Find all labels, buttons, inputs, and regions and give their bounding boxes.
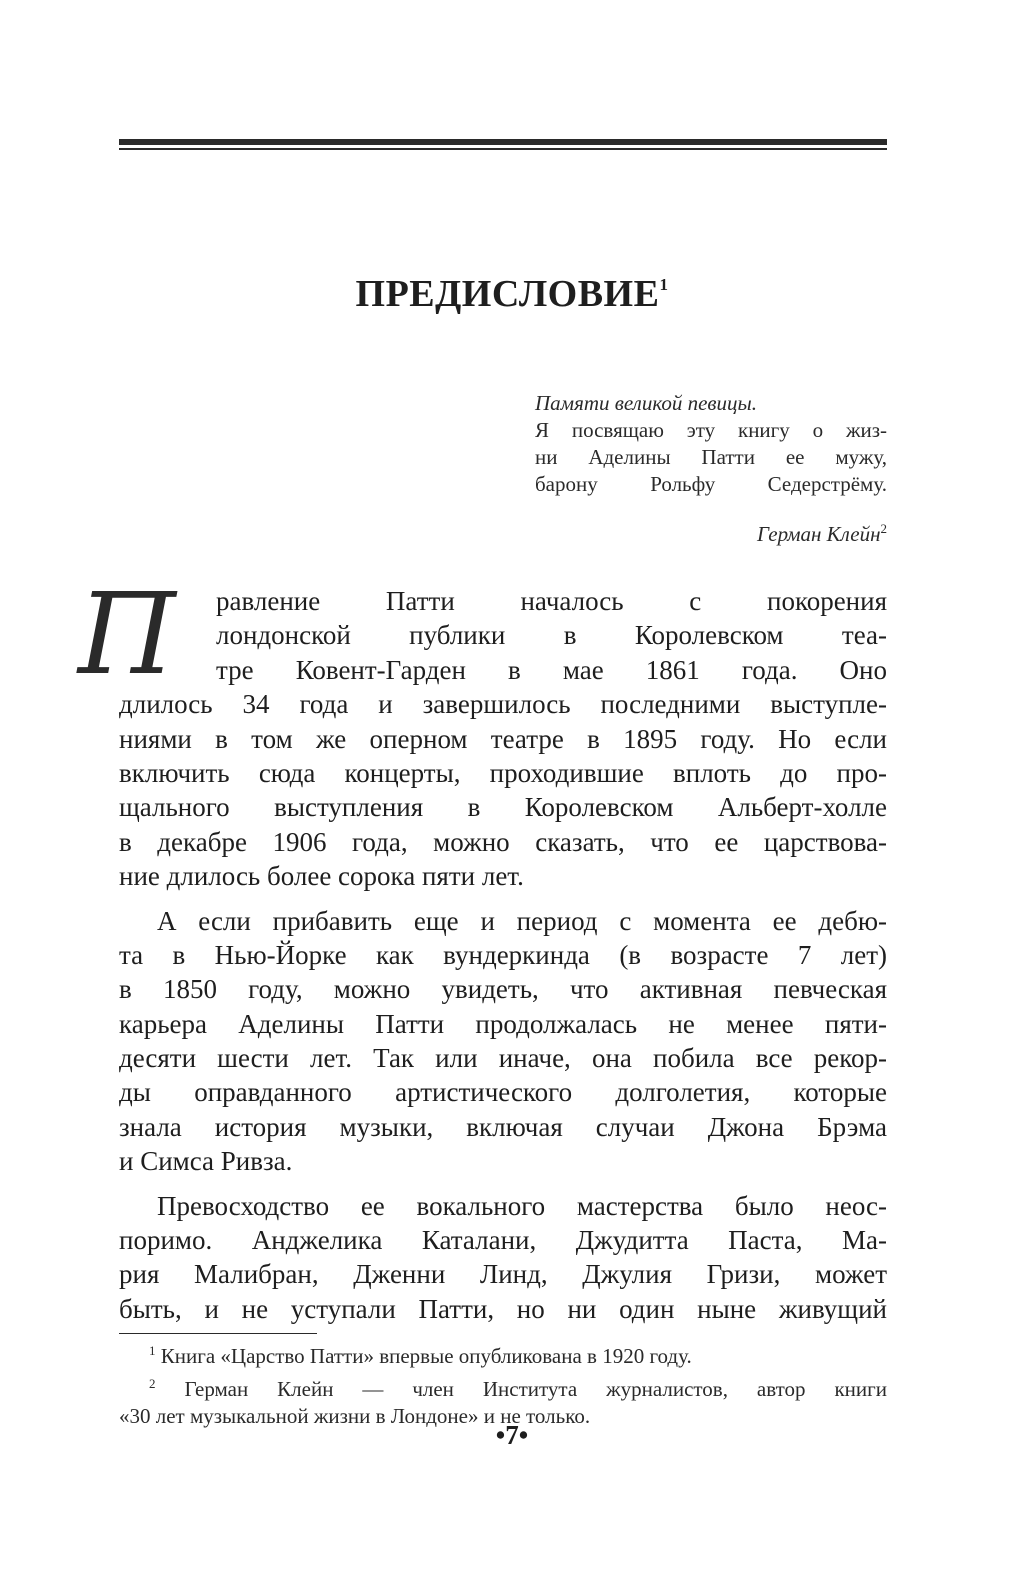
top-rule-thin <box>119 148 887 150</box>
text-line: ниями в том же оперном театре в 1895 году. Но если <box>119 723 887 754</box>
text-line: тре Ковент-Гарден в мае 1861 года. Оно <box>216 654 887 685</box>
text-line: та в Нью-Йорке как вундеркинда (в возрасте 7 лет) <box>119 939 887 970</box>
epigraph-line-2: Я посвящаю эту книгу о жиз- <box>535 418 887 442</box>
text-line: ды оправданного артистического долголетия, которые <box>119 1077 887 1108</box>
chapter-title-text: ПРЕДИСЛОВИЕ <box>355 273 660 315</box>
body-text <box>119 584 887 1326</box>
text-line: ние длилось более сорока пяти лет. <box>119 861 524 892</box>
footnote-2-text-line-2: «30 лет музыкальной жизни в Лондоне» и не только. <box>119 1404 591 1428</box>
text-line: рия Малибран, Дженни Линд, Джулия Гризи, может <box>119 1259 887 1290</box>
epigraph-line-1: Памяти великой певицы. <box>535 391 757 415</box>
footnote-2-mark: 2 <box>149 1376 156 1391</box>
text-line: в декабре 1906 года, можно сказать, что ее царствова- <box>119 826 887 857</box>
text-line: длилось 34 года и завершилось последними выступле- <box>119 689 887 720</box>
text-line: включить сюда концерты, проходившие вплоть до про- <box>119 757 887 788</box>
footnote-1-text: Книга «Царство Патти» впервые опубликована в 1920 году. <box>160 1344 692 1368</box>
paragraph-3 <box>119 1189 887 1327</box>
text-line: и Симса Ривза. <box>119 1146 293 1177</box>
text-line: быть, и не уступали Патти, но ни один ныне живущий <box>119 1293 887 1324</box>
paragraph-spacing <box>119 894 887 904</box>
page-number: •7• <box>495 1420 529 1450</box>
footnote-1 <box>119 1337 887 1370</box>
text-line: поримо. Анджелика Каталани, Джудитта Паста, Ма- <box>119 1225 887 1256</box>
footnote-2 <box>119 1370 887 1403</box>
epigraph-line-4: барону Рольфу Седерстрёму. <box>535 472 887 496</box>
paragraph-1 <box>119 584 887 894</box>
text-line: равление Патти началось с покорения <box>216 586 887 616</box>
footnote-2-text-line-1: Герман Клейн — член Института журналистов, автор книги <box>184 1377 887 1401</box>
text-line: карьера Аделины Патти продолжалась не менее пяти- <box>119 1008 887 1039</box>
top-rule-thick <box>119 139 887 145</box>
footnotes <box>119 1337 887 1430</box>
paragraph-2 <box>119 904 887 1179</box>
text-line: А если прибавить еще и период с момента ее дебю- <box>157 905 887 936</box>
text-line: знала история музыки, включая случаи Джона Брэма <box>119 1111 887 1142</box>
footnote-ref-1: 1 <box>659 275 669 294</box>
footnote-rule <box>119 1333 317 1334</box>
text-line: в 1850 году, можно увидеть, что активная певческая <box>119 974 887 1005</box>
paragraph-spacing <box>119 1179 887 1189</box>
epigraph-author <box>535 515 887 548</box>
text-line: Превосходство ее вокального мастерства было неос- <box>157 1190 887 1221</box>
epigraph-line-3: ни Аделины Патти ее мужу, <box>535 445 887 469</box>
chapter-title <box>0 272 1024 316</box>
drop-cap: П <box>78 570 176 700</box>
epigraph <box>535 390 887 548</box>
text-line: десяти шести лет. Так или иначе, она побила все рекор- <box>119 1043 887 1074</box>
footnote-ref-2: 2 <box>880 521 887 536</box>
footnote-1-mark: 1 <box>149 1343 156 1358</box>
text-line: щального выступления в Королевском Альберт-холле <box>119 792 887 823</box>
text-line: лондонской публики в Королевском теа- <box>216 620 887 651</box>
epigraph-author-name: Герман Клейн <box>756 522 881 546</box>
